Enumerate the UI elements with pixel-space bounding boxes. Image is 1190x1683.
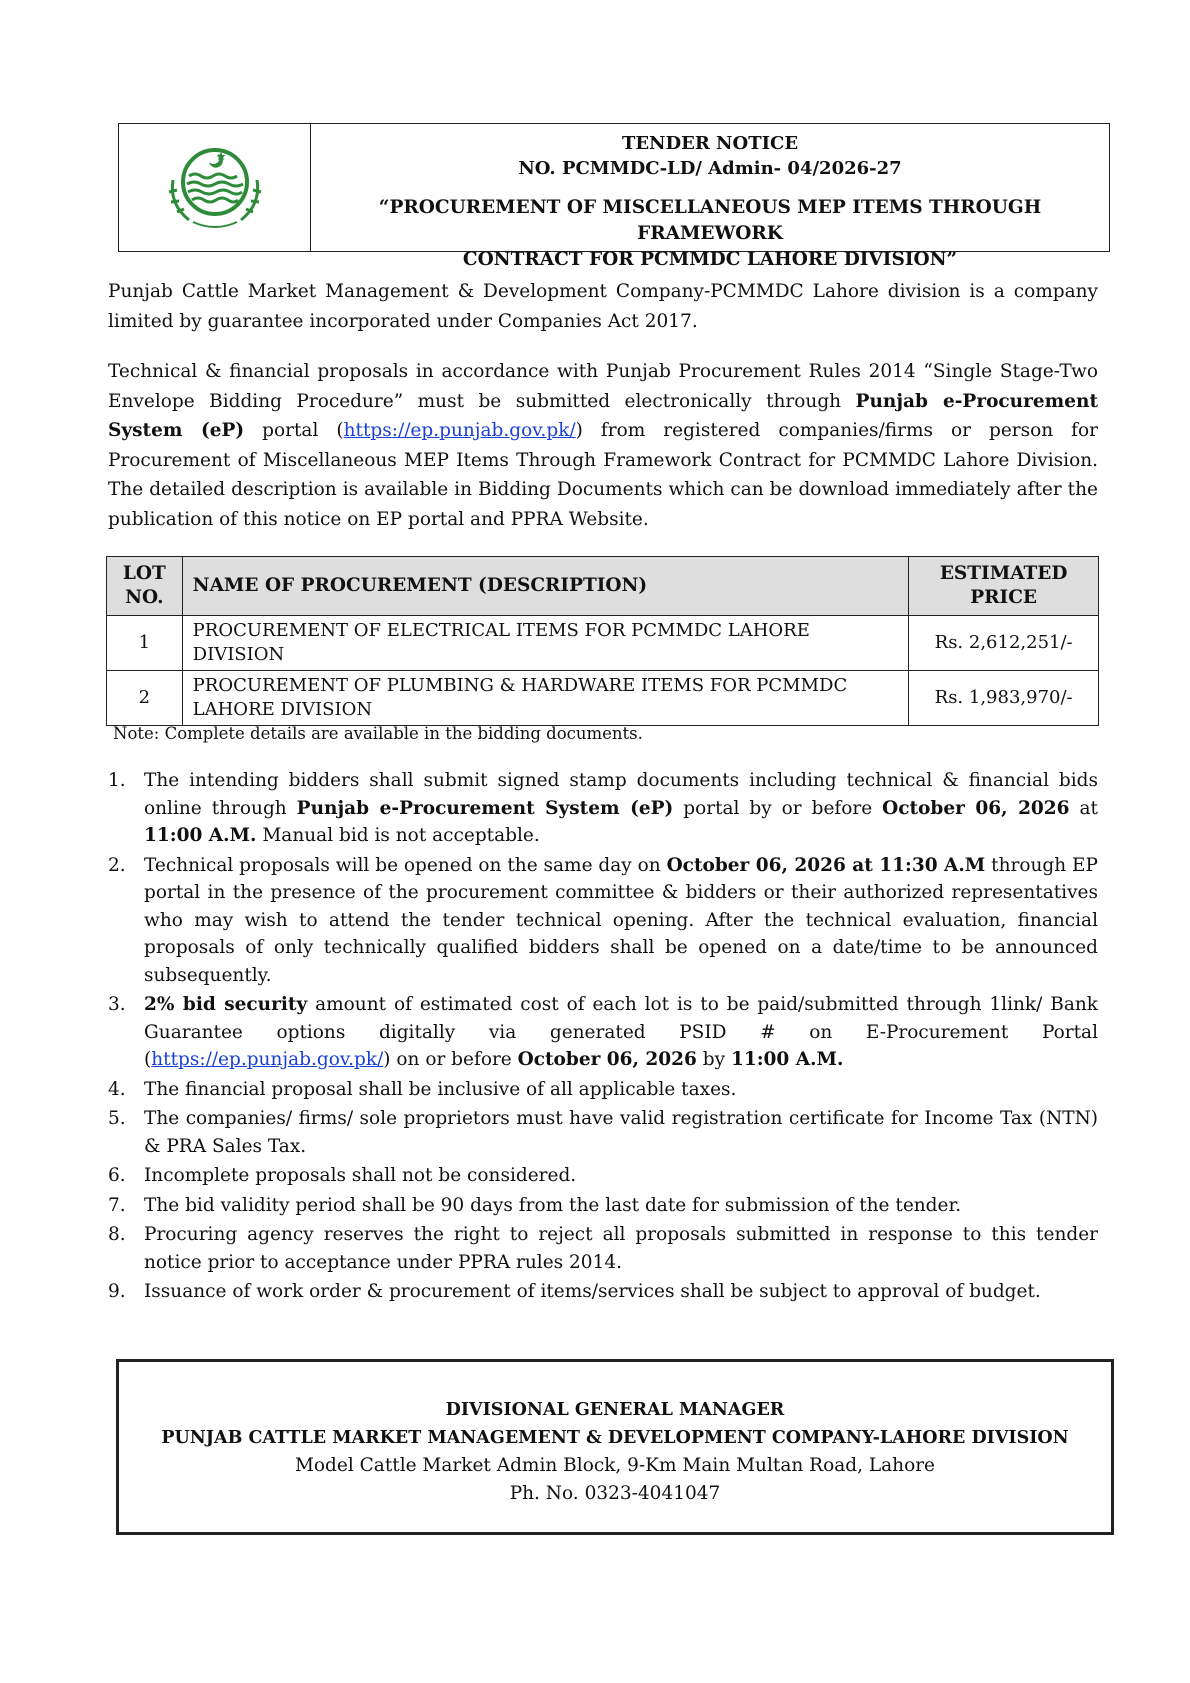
table-row <box>107 671 1099 726</box>
lot-header-line2: NO. <box>125 587 164 608</box>
price-header-line2: PRICE <box>970 587 1038 608</box>
item-bold: Punjab e-Procurement System (eP) <box>296 797 674 819</box>
item-bold: 2% bid security <box>144 994 308 1015</box>
intro-text: Technical & financial proposals in accordance with Punjab Procurement Rules 2014 “Single Stage-Two Envelope Bidding Procedure” must be submitted electronically through <box>108 361 1098 412</box>
item-bold: October 06, 2026 <box>517 1049 697 1070</box>
item-text: Incomplete proposals shall not be considered. <box>144 1165 577 1186</box>
item-text: portal by or before <box>673 797 883 819</box>
lot-number: 1 <box>107 616 183 671</box>
estimated-price: Rs. 1,983,970/- <box>909 671 1099 726</box>
signature-block <box>116 1359 1114 1535</box>
notice-subject-line1: “PROCUREMENT OF MISCELLANEOUS MEP ITEMS THROUGH FRAMEWORK <box>378 197 1042 244</box>
item-number: 8. <box>108 1224 126 1245</box>
item-number: 4. <box>108 1078 126 1100</box>
intro-text: portal ( <box>244 420 344 441</box>
list-item <box>108 1221 1098 1276</box>
item-number: 9. <box>108 1281 126 1302</box>
list-item <box>108 1162 1098 1190</box>
item-bold: 11:00 A.M. <box>730 1049 844 1070</box>
item-number: 5. <box>108 1108 126 1129</box>
ep-system-name: Punjab e-Procurement System (eP) <box>108 390 1098 441</box>
ep-portal-link[interactable]: https://ep.punjab.gov.pk/ <box>151 1049 384 1070</box>
item-text: Procuring agency reserves the right to reject all proposals submitted in response to this tender notice prior to acceptance under PPRA rules 2014. <box>144 1224 1098 1273</box>
logo-cell <box>119 124 311 251</box>
notice-subject <box>311 195 1109 273</box>
price-header-line1: ESTIMATED <box>939 563 1068 584</box>
tender-header <box>118 123 1110 270</box>
item-text: ) on or before <box>383 1049 518 1070</box>
notice-number: NO. PCMMDC-LD/ Admin- 04/2026-27 <box>518 158 902 179</box>
intro-paragraph-2 <box>108 357 1098 534</box>
list-item <box>108 1192 1098 1220</box>
lot-header-line1: LOT <box>122 563 166 584</box>
item-text: Issuance of work order & procurement of items/services shall be subject to approval of budget. <box>144 1281 1041 1302</box>
title-cell <box>311 124 1109 270</box>
item-bold: 11:00 A.M. <box>144 825 257 846</box>
lot-number: 2 <box>107 671 183 726</box>
item-number: 6. <box>108 1165 126 1186</box>
intro-paragraph-1: Punjab Cattle Market Management & Development Company-PCMMDC Lahore division is a company limited by guarantee incorporated under Companies Act 2017. <box>108 281 1098 332</box>
list-item <box>108 1105 1098 1160</box>
item-text: by <box>696 1049 731 1070</box>
item-number: 3. <box>108 994 126 1015</box>
lot-no-header <box>107 557 183 616</box>
designation: DIVISIONAL GENERAL MANAGER <box>445 1400 785 1420</box>
item-text: The companies/ firms/ sole proprietors must have valid registration certificate for Income Tax (NTN) & PRA Sales Tax. <box>144 1108 1098 1157</box>
item-bold: October 06, 2026 at 11:30 A.M <box>666 854 986 876</box>
table-header-row <box>107 557 1099 616</box>
list-item <box>108 1278 1098 1306</box>
list-item <box>108 991 1098 1074</box>
table-row <box>107 616 1099 671</box>
item-text: The bid validity period shall be 90 days from the last date for submission of the tender. <box>144 1194 962 1216</box>
punjab-government-seal-icon <box>159 140 271 236</box>
table-note: Note: Complete details are available in the bidding documents. <box>113 724 643 743</box>
item-text: through EP portal in the presence of the procurement committee & bidders or their authorized representatives who may wish to attend the tender technical opening. After the technical evaluation, financial proposals of only technically qualified bidders shall be opened on a date/time to be announced subsequently. <box>144 854 1098 986</box>
name-header: NAME OF PROCUREMENT (DESCRIPTION) <box>182 557 909 616</box>
item-number: 7. <box>108 1194 126 1216</box>
item-text: The financial proposal shall be inclusive of all applicable taxes. <box>144 1078 737 1100</box>
list-item <box>108 1076 1098 1104</box>
ep-portal-link[interactable]: https://ep.punjab.gov.pk/ <box>343 420 576 441</box>
list-item <box>108 767 1098 850</box>
notice-title: TENDER NOTICE <box>621 133 799 154</box>
notice-subject-line2: CONTRACT FOR PCMMDC LAHORE DIVISION” <box>462 249 958 270</box>
item-text: at <box>1069 797 1098 819</box>
procurement-name: PROCUREMENT OF ELECTRICAL ITEMS FOR PCMMDC LAHORE DIVISION <box>182 616 909 671</box>
organization-name: PUNJAB CATTLE MARKET MANAGEMENT & DEVELOPMENT COMPANY-LAHORE DIVISION <box>161 1428 1069 1448</box>
phone-number: Ph. No. 0323-4041047 <box>509 1483 721 1504</box>
item-bold: October 06, 2026 <box>882 797 1070 819</box>
terms-list <box>108 767 1098 1308</box>
item-number: 2. <box>108 854 126 876</box>
office-address: Model Cattle Market Admin Block, 9-Km Main Multan Road, Lahore <box>294 1455 936 1476</box>
estimated-price: Rs. 2,612,251/- <box>909 616 1099 671</box>
item-text: Technical proposals will be opened on the same day on <box>144 854 667 876</box>
list-item <box>108 852 1098 990</box>
procurement-name: PROCUREMENT OF PLUMBING & HARDWARE ITEMS FOR PCMMDC LAHORE DIVISION <box>182 671 909 726</box>
intro-text: ) from registered companies/firms or person for Procurement of Miscellaneous MEP Items Through Framework Contract for PCMMDC Lahore Division. The detailed description is available in Bidding Documents which can be download immediately after the publication of this notice on EP portal and PPRA Website. <box>108 420 1098 530</box>
lots-table <box>106 556 1099 726</box>
item-text: Manual bid is not acceptable. <box>256 825 540 846</box>
item-number: 1. <box>108 770 126 791</box>
item-text: amount of estimated cost of each lot is to be paid/submitted through 1link/ Bank Guarantee options digitally via generated PSID # on E-Procurement Portal ( <box>144 994 1099 1070</box>
price-header <box>909 557 1099 616</box>
item-text: The intending bidders shall submit signed stamp documents including technical & financial bids online through <box>144 770 1098 819</box>
